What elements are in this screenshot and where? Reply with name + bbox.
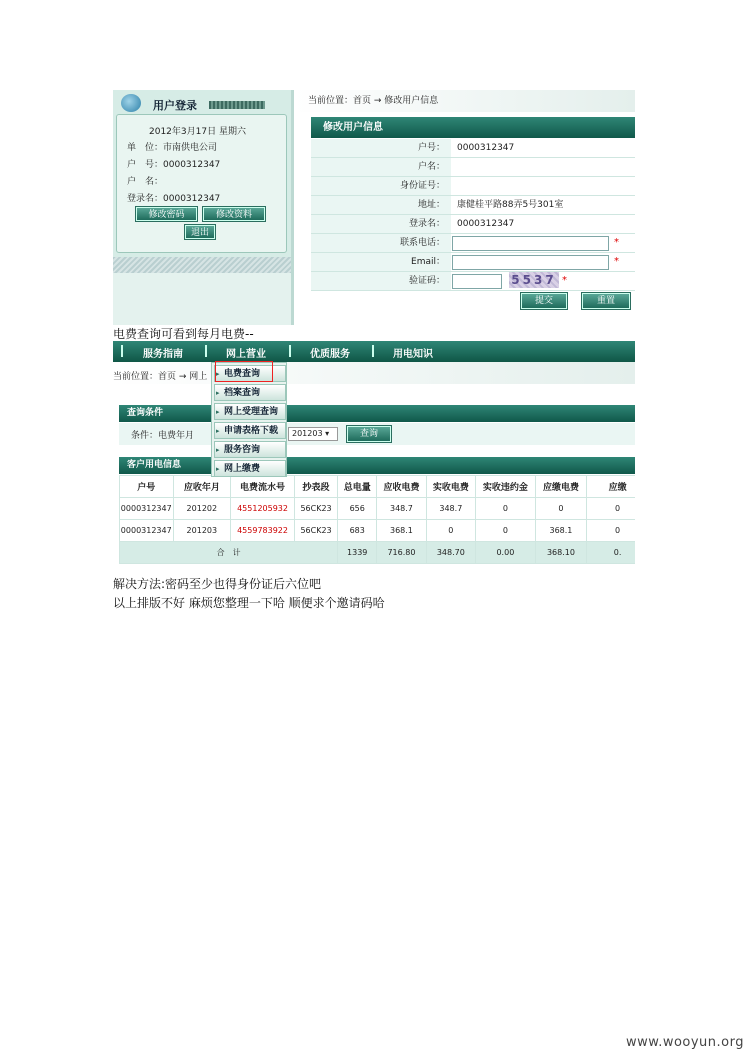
month-select-value: 201203 xyxy=(292,429,323,438)
cell: 0 xyxy=(426,520,475,542)
email-input[interactable] xyxy=(452,255,609,270)
name-row xyxy=(127,174,163,187)
cell: 201202 xyxy=(173,498,231,520)
caption-solution: 解决方法:密码至少也得身份证后六位吧 xyxy=(113,577,322,591)
edit-user-panel xyxy=(294,90,635,325)
cell: 348.70 xyxy=(426,542,475,564)
nav-separator xyxy=(205,345,207,357)
cell: 0 xyxy=(476,498,536,520)
cell: 0 xyxy=(587,498,635,520)
cell: 683 xyxy=(338,520,377,542)
column-header: 总电量 xyxy=(338,476,377,498)
field-label: 身份证号： xyxy=(311,177,451,195)
login-header xyxy=(113,92,291,114)
nav-item-power-knowledge[interactable]: 用电知识 xyxy=(393,349,433,360)
field-label: 地址： xyxy=(311,196,451,214)
column-header: 应收电费 xyxy=(377,476,426,498)
change-password-button[interactable]: 修改密码 xyxy=(136,207,197,221)
login-name-label: 登录名： xyxy=(127,194,164,204)
form-title: 修改用户信息 xyxy=(311,117,635,138)
login-name-value: 0000312347 xyxy=(163,194,221,204)
nav-item-quality-service[interactable]: 优质服务 xyxy=(310,349,350,360)
login-panel xyxy=(113,90,291,325)
query-label: 条件：电费年月 xyxy=(131,431,195,441)
nav-item-service-guide[interactable]: 服务指南 xyxy=(143,349,183,360)
login-date: 2012年3月17日 星期六 xyxy=(149,127,246,137)
account-value: 0000312347 xyxy=(163,160,221,170)
cell: 348.7 xyxy=(377,498,426,520)
breadcrumb: 当前位置：首页 → 修改用户信息 xyxy=(308,96,439,106)
form-row-phone xyxy=(311,234,635,253)
total-row xyxy=(120,542,636,564)
nav-separator xyxy=(289,345,291,357)
submit-button[interactable]: 提交 xyxy=(521,293,567,309)
login-title: 用户登录 xyxy=(153,99,197,112)
menu-item-form-download[interactable]: ▸ 申请表格下载 xyxy=(214,422,286,439)
table-row xyxy=(120,498,636,520)
column-header: 抄表段 xyxy=(294,476,337,498)
column-header: 电费流水号 xyxy=(231,476,295,498)
cell: 716.80 xyxy=(377,542,426,564)
usage-title: 客户用电信息 xyxy=(119,457,635,474)
column-header: 应收年月 xyxy=(173,476,231,498)
captcha-label: 验证码： xyxy=(311,272,451,290)
cell: 368.10 xyxy=(535,542,586,564)
month-select[interactable] xyxy=(288,427,338,441)
field-label: 登录名： xyxy=(311,215,451,233)
menu-item-online-acceptance[interactable]: ▸ 网上受理查询 xyxy=(214,403,286,420)
form-row-captcha xyxy=(311,272,635,291)
captcha-input[interactable] xyxy=(452,274,502,289)
cell: 201203 xyxy=(173,520,231,542)
email-label: Email： xyxy=(311,253,451,271)
form-row-id xyxy=(311,177,635,196)
query-button[interactable]: 查询 xyxy=(347,426,391,442)
title-decoration xyxy=(209,101,265,109)
logout-button[interactable]: 退出 xyxy=(185,225,215,239)
phone-input[interactable] xyxy=(452,236,609,251)
login-name-row xyxy=(127,191,220,204)
cell: 368.1 xyxy=(535,520,586,542)
menu-item-archive-query[interactable]: ▸ 档案查询 xyxy=(214,384,286,401)
field-value: 0000312347 xyxy=(457,143,515,153)
unit-row xyxy=(127,140,217,153)
form-row-account xyxy=(311,139,635,158)
caption-bill-query: 电费查询可看到每月电费-- xyxy=(113,327,254,341)
caption-request: 以上排版不好 麻烦您整理一下哈 顺便求个邀请码哈 xyxy=(113,596,385,610)
edit-profile-button[interactable]: 修改资料 xyxy=(203,207,265,221)
cell: 0. xyxy=(587,542,635,564)
account-label: 户 号： xyxy=(127,160,164,170)
login-info-box xyxy=(116,114,287,253)
highlight-box xyxy=(215,361,273,382)
divider-stripe xyxy=(113,257,291,273)
cell[interactable]: 4559783922 xyxy=(231,520,295,542)
captcha-image: 5537 xyxy=(509,272,559,288)
menu-item-service-consult[interactable]: ▸ 服务咨询 xyxy=(214,441,286,458)
screenshot-bill-query xyxy=(113,341,635,567)
cell[interactable]: 4551205932 xyxy=(231,498,295,520)
unit-value: 市南供电公司 xyxy=(163,143,218,153)
menu-item-bill-query[interactable]: ▸ 电费查询 xyxy=(214,365,286,382)
required-mark: * xyxy=(614,237,619,248)
required-mark: * xyxy=(562,275,567,286)
screenshot-user-info xyxy=(113,90,635,325)
column-header: 实收违约金 xyxy=(476,476,536,498)
nav-separator xyxy=(121,345,123,357)
table-header-row xyxy=(120,476,636,498)
cell: 0 xyxy=(535,498,586,520)
bill-table xyxy=(119,475,635,564)
field-value: 康健桂平路88弄5号301室 xyxy=(457,200,564,210)
query-title: 查询条件 xyxy=(119,405,635,422)
cell: 348.7 xyxy=(426,498,475,520)
table-row xyxy=(120,520,636,542)
cell: 56CK23 xyxy=(294,498,337,520)
form-row-address xyxy=(311,196,635,215)
total-label: 合 计 xyxy=(120,542,338,564)
main-nav xyxy=(113,341,635,362)
form-row-name xyxy=(311,158,635,177)
field-value: 0000312347 xyxy=(457,219,515,229)
search-icon xyxy=(121,94,141,112)
breadcrumb: 当前位置：首页 → 网上 xyxy=(113,372,208,382)
watermark: www.wooyun.org xyxy=(625,1035,744,1050)
phone-label: 联系电话： xyxy=(311,234,451,252)
form-row-email xyxy=(311,253,635,272)
field-label: 户名： xyxy=(311,158,451,176)
cell: 1339 xyxy=(338,542,377,564)
name-label: 户 名： xyxy=(127,177,164,187)
cell: 0 xyxy=(476,520,536,542)
column-header: 户号 xyxy=(120,476,174,498)
chevron-down-icon: ▾ xyxy=(325,429,330,438)
nav-separator xyxy=(372,345,374,357)
form-row-login xyxy=(311,215,635,234)
cell: 0000312347 xyxy=(120,520,174,542)
nav-item-online-business[interactable]: 网上营业 xyxy=(226,349,266,360)
panel-bottom xyxy=(113,273,291,325)
column-header: 实收电费 xyxy=(426,476,475,498)
account-row xyxy=(127,157,220,170)
cell: 656 xyxy=(338,498,377,520)
menu-item-online-payment[interactable]: ▸ 网上缴费 xyxy=(214,460,286,477)
cell: 368.1 xyxy=(377,520,426,542)
field-label: 户号： xyxy=(311,139,451,157)
unit-label: 单 位： xyxy=(127,143,164,153)
column-header: 应缴电费 xyxy=(535,476,586,498)
column-header: 应缴 xyxy=(587,476,635,498)
cell: 0000312347 xyxy=(120,498,174,520)
reset-button[interactable]: 重置 xyxy=(582,293,630,309)
cell: 0.00 xyxy=(476,542,536,564)
cell: 56CK23 xyxy=(294,520,337,542)
cell: 0 xyxy=(587,520,635,542)
required-mark: * xyxy=(614,256,619,267)
